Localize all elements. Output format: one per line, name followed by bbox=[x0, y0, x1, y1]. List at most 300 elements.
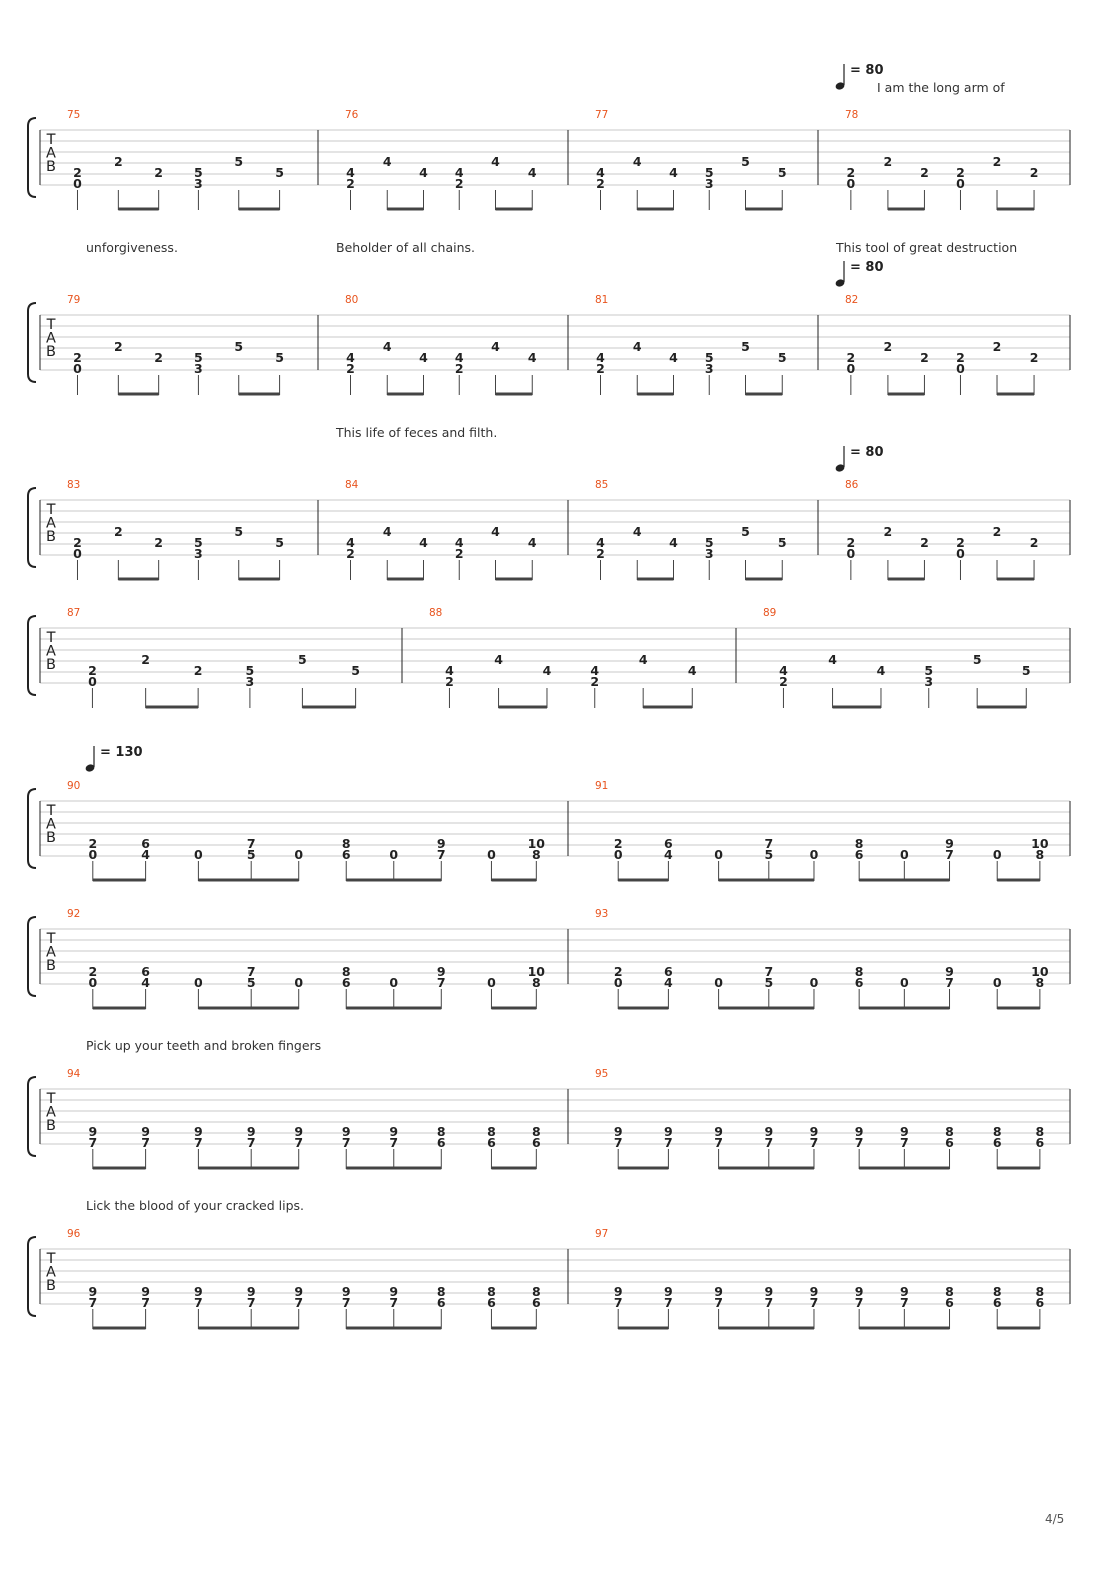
fret-number: 2 bbox=[454, 546, 464, 561]
fret-number: 0 bbox=[194, 975, 203, 990]
fret-number: 2 bbox=[883, 339, 893, 354]
fret-number: 7 bbox=[141, 1135, 150, 1150]
fret-number: 6 bbox=[141, 836, 150, 851]
fret-number: 8 bbox=[531, 847, 541, 862]
measure-number: 75 bbox=[67, 109, 81, 121]
fret-number: 5 bbox=[275, 165, 284, 180]
fret-number: 0 bbox=[613, 847, 623, 862]
fret-number: 2 bbox=[154, 165, 164, 180]
fret-number: 0 bbox=[714, 975, 723, 990]
fret-number: 6 bbox=[487, 1295, 496, 1310]
fret-number: 7 bbox=[854, 1135, 864, 1150]
system-bracket bbox=[28, 1237, 36, 1316]
measure-number: 79 bbox=[67, 294, 81, 306]
measure bbox=[763, 607, 1031, 708]
page-number: 4/5 bbox=[1045, 1512, 1065, 1526]
fret-number: 2 bbox=[779, 674, 788, 689]
fret-number: 2 bbox=[883, 524, 893, 539]
measure bbox=[67, 780, 545, 881]
fret-number: 5 bbox=[704, 165, 714, 180]
fret-number: 7 bbox=[854, 1295, 864, 1310]
fret-number: 7 bbox=[764, 1295, 774, 1310]
fret-number: 6 bbox=[141, 964, 150, 979]
lyric-text: This life of feces and filth. bbox=[336, 425, 498, 440]
fret-number: 8 bbox=[1035, 975, 1045, 990]
tab-clef-letter: T bbox=[46, 803, 56, 819]
fret-number: 2 bbox=[956, 165, 965, 180]
measure bbox=[595, 1228, 1045, 1329]
fret-number: 4 bbox=[382, 339, 392, 354]
fret-number: 5 bbox=[246, 975, 256, 990]
fret-number: 2 bbox=[445, 674, 454, 689]
fret-number: 9 bbox=[246, 1284, 256, 1299]
measure-number: 85 bbox=[595, 479, 609, 491]
system-bracket bbox=[28, 488, 36, 567]
tab-clef-letter: B bbox=[46, 958, 56, 974]
measure-number: 87 bbox=[67, 607, 81, 619]
fret-number: 7 bbox=[294, 1135, 304, 1150]
fret-number: 0 bbox=[846, 176, 856, 191]
fret-number: 8 bbox=[341, 836, 351, 851]
fret-number: 9 bbox=[341, 1284, 351, 1299]
fret-number: 4 bbox=[687, 663, 697, 678]
fret-number: 4 bbox=[779, 663, 788, 678]
fret-number: 9 bbox=[809, 1284, 819, 1299]
staff-system bbox=[28, 908, 1070, 1009]
fret-number: 9 bbox=[88, 1124, 98, 1139]
lyric-text: This tool of great destruction bbox=[836, 240, 1018, 255]
measure-number: 78 bbox=[845, 109, 859, 121]
fret-number: 6 bbox=[992, 1135, 1002, 1150]
measure-number: 76 bbox=[345, 109, 359, 121]
fret-number: 10 bbox=[1031, 964, 1049, 979]
fret-number: 5 bbox=[764, 975, 774, 990]
fret-number: 9 bbox=[141, 1284, 150, 1299]
measure-number: 91 bbox=[595, 780, 609, 792]
tab-clef-letter: B bbox=[46, 657, 56, 673]
fret-number: 4 bbox=[346, 535, 355, 550]
fret-number: 7 bbox=[664, 1135, 673, 1150]
fret-number: 9 bbox=[436, 836, 446, 851]
fret-number: 5 bbox=[194, 350, 203, 365]
tab-clef-letter: B bbox=[46, 344, 56, 360]
fret-number: 5 bbox=[234, 524, 244, 539]
system-bracket bbox=[28, 118, 36, 197]
fret-number: 0 bbox=[88, 674, 97, 689]
measure-number: 84 bbox=[345, 479, 359, 491]
measure-number: 96 bbox=[67, 1228, 81, 1240]
measure-number: 80 bbox=[345, 294, 359, 306]
tab-clef-letter: A bbox=[46, 944, 56, 961]
fret-number: 6 bbox=[945, 1295, 954, 1310]
system-bracket bbox=[28, 789, 36, 868]
fret-number: 2 bbox=[596, 546, 605, 561]
fret-number: 5 bbox=[1021, 663, 1031, 678]
fret-number: 5 bbox=[194, 535, 203, 550]
fret-number: 8 bbox=[487, 1124, 496, 1139]
fret-number: 2 bbox=[846, 165, 856, 180]
tempo-marking bbox=[835, 445, 884, 473]
fret-number: 2 bbox=[613, 836, 623, 851]
fret-number: 0 bbox=[73, 361, 82, 376]
measure-number: 86 bbox=[845, 479, 859, 491]
fret-number: 2 bbox=[920, 165, 929, 180]
fret-number: 9 bbox=[809, 1124, 819, 1139]
measure bbox=[67, 908, 545, 1009]
fret-number: 9 bbox=[664, 1124, 673, 1139]
fret-number: 2 bbox=[113, 154, 123, 169]
fret-number: 5 bbox=[704, 350, 714, 365]
tab-clef-letter: T bbox=[46, 630, 56, 646]
fret-number: 2 bbox=[846, 535, 856, 550]
fret-number: 2 bbox=[1029, 165, 1039, 180]
staff-system bbox=[28, 607, 1070, 708]
measure bbox=[595, 109, 787, 210]
fret-number: 6 bbox=[487, 1135, 496, 1150]
fret-number: 7 bbox=[809, 1135, 819, 1150]
fret-number: 6 bbox=[664, 964, 673, 979]
tab-clef-letter: T bbox=[46, 317, 56, 333]
fret-number: 3 bbox=[245, 674, 255, 689]
fret-number: 5 bbox=[298, 652, 307, 667]
staff-system bbox=[28, 1038, 1070, 1169]
fret-number: 5 bbox=[741, 339, 750, 354]
fret-number: 7 bbox=[436, 975, 446, 990]
lyric-text: Lick the blood of your cracked lips. bbox=[86, 1198, 305, 1213]
fret-number: 2 bbox=[113, 524, 123, 539]
fret-number: 2 bbox=[613, 964, 623, 979]
fret-number: 9 bbox=[141, 1124, 150, 1139]
tab-clef-letter: A bbox=[46, 145, 56, 162]
fret-number: 8 bbox=[854, 964, 864, 979]
fret-number: 9 bbox=[945, 836, 954, 851]
fret-number: 2 bbox=[590, 674, 600, 689]
fret-number: 8 bbox=[531, 1124, 541, 1139]
measure-number: 95 bbox=[595, 1068, 609, 1080]
fret-number: 7 bbox=[809, 1295, 819, 1310]
fret-number: 8 bbox=[487, 1284, 496, 1299]
measure-number: 82 bbox=[845, 294, 859, 306]
fret-number: 4 bbox=[419, 535, 428, 550]
fret-number: 4 bbox=[632, 154, 642, 169]
measure bbox=[595, 479, 787, 580]
fret-number: 7 bbox=[341, 1295, 351, 1310]
fret-number: 4 bbox=[454, 350, 464, 365]
fret-number: 2 bbox=[992, 339, 1002, 354]
fret-number: 9 bbox=[899, 1124, 909, 1139]
fret-number: 5 bbox=[924, 663, 934, 678]
fret-number: 9 bbox=[764, 1124, 774, 1139]
fret-number: 3 bbox=[704, 546, 714, 561]
fret-number: 9 bbox=[389, 1124, 399, 1139]
fret-number: 9 bbox=[246, 1124, 256, 1139]
tab-clef-letter: B bbox=[46, 159, 56, 175]
fret-number: 2 bbox=[596, 361, 605, 376]
measure bbox=[595, 1068, 1045, 1169]
fret-number: 4 bbox=[590, 663, 600, 678]
fret-number: 4 bbox=[596, 165, 605, 180]
fret-number: 4 bbox=[141, 975, 150, 990]
measure bbox=[595, 780, 1049, 881]
measure bbox=[67, 1038, 541, 1169]
fret-number: 7 bbox=[341, 1135, 351, 1150]
fret-number: 5 bbox=[245, 663, 255, 678]
fret-number: 4 bbox=[664, 847, 673, 862]
fret-number: 7 bbox=[714, 1135, 723, 1150]
staff-system bbox=[28, 1198, 1070, 1329]
measure bbox=[336, 240, 537, 395]
fret-number: 4 bbox=[346, 165, 355, 180]
fret-number: 7 bbox=[194, 1295, 203, 1310]
fret-number: 9 bbox=[88, 1284, 98, 1299]
fret-number: 8 bbox=[945, 1284, 954, 1299]
fret-number: 2 bbox=[73, 165, 82, 180]
fret-number: 3 bbox=[924, 674, 934, 689]
fret-number: 2 bbox=[992, 154, 1002, 169]
fret-number: 0 bbox=[73, 176, 82, 191]
tab-clef-letter: A bbox=[46, 643, 56, 660]
fret-number: 7 bbox=[246, 1295, 256, 1310]
fret-number: 6 bbox=[436, 1135, 446, 1150]
measure-number: 77 bbox=[595, 109, 609, 121]
fret-number: 0 bbox=[809, 975, 819, 990]
fret-number: 7 bbox=[764, 964, 774, 979]
fret-number: 8 bbox=[992, 1284, 1002, 1299]
fret-number: 2 bbox=[346, 546, 355, 561]
fret-number: 7 bbox=[88, 1295, 98, 1310]
fret-number: 4 bbox=[382, 154, 392, 169]
fret-number: 4 bbox=[494, 652, 503, 667]
measure bbox=[67, 1198, 541, 1329]
fret-number: 9 bbox=[389, 1284, 399, 1299]
fret-number: 8 bbox=[854, 836, 864, 851]
fret-number: 2 bbox=[454, 361, 464, 376]
measure bbox=[67, 607, 360, 708]
fret-number: 2 bbox=[154, 350, 164, 365]
fret-number: 2 bbox=[88, 964, 98, 979]
tab-clef-letter: T bbox=[46, 502, 56, 518]
fret-number: 5 bbox=[234, 154, 244, 169]
lyric-text: unforgiveness. bbox=[86, 240, 178, 255]
fret-number: 9 bbox=[899, 1284, 909, 1299]
measure-number: 94 bbox=[67, 1068, 81, 1080]
tab-clef-letter: A bbox=[46, 515, 56, 532]
fret-number: 5 bbox=[275, 350, 284, 365]
fret-number: 7 bbox=[945, 847, 954, 862]
fret-number: 8 bbox=[531, 1284, 541, 1299]
fret-number: 7 bbox=[613, 1135, 623, 1150]
fret-number: 4 bbox=[382, 524, 392, 539]
fret-number: 0 bbox=[88, 975, 98, 990]
fret-number: 10 bbox=[527, 964, 546, 979]
tempo-value: = 80 bbox=[850, 63, 884, 78]
fret-number: 5 bbox=[972, 652, 982, 667]
fret-number: 7 bbox=[389, 1295, 399, 1310]
tempo-value: = 80 bbox=[850, 445, 884, 460]
fret-number: 7 bbox=[389, 1135, 399, 1150]
fret-number: 4 bbox=[542, 663, 552, 678]
fret-number: 8 bbox=[341, 964, 351, 979]
fret-number: 6 bbox=[664, 836, 673, 851]
fret-number: 0 bbox=[88, 847, 98, 862]
fret-number: 2 bbox=[346, 361, 355, 376]
fret-number: 2 bbox=[596, 176, 605, 191]
fret-number: 9 bbox=[945, 964, 954, 979]
tab-clef-letter: B bbox=[46, 1278, 56, 1294]
fret-number: 7 bbox=[141, 1295, 150, 1310]
fret-number: 4 bbox=[632, 339, 642, 354]
fret-number: 6 bbox=[992, 1295, 1002, 1310]
fret-number: 7 bbox=[613, 1295, 623, 1310]
fret-number: 0 bbox=[899, 975, 909, 990]
fret-number: 5 bbox=[777, 350, 787, 365]
measure-number: 81 bbox=[595, 294, 609, 306]
fret-number: 0 bbox=[992, 847, 1002, 862]
fret-number: 6 bbox=[341, 847, 351, 862]
measure bbox=[429, 607, 697, 708]
fret-number: 2 bbox=[1029, 350, 1039, 365]
fret-number: 6 bbox=[854, 847, 864, 862]
fret-number: 2 bbox=[1029, 535, 1039, 550]
fret-number: 4 bbox=[632, 524, 642, 539]
system-bracket bbox=[28, 303, 36, 382]
fret-number: 9 bbox=[294, 1284, 304, 1299]
fret-number: 6 bbox=[436, 1295, 446, 1310]
fret-number: 4 bbox=[454, 165, 464, 180]
fret-number: 4 bbox=[664, 975, 673, 990]
fret-number: 4 bbox=[669, 350, 678, 365]
measure bbox=[67, 240, 284, 395]
fret-number: 9 bbox=[664, 1284, 673, 1299]
fret-number: 4 bbox=[527, 535, 537, 550]
fret-number: 5 bbox=[194, 165, 203, 180]
fret-number: 9 bbox=[613, 1284, 623, 1299]
fret-number: 6 bbox=[1035, 1295, 1045, 1310]
fret-number: 0 bbox=[194, 847, 203, 862]
fret-number: 10 bbox=[527, 836, 546, 851]
fret-number: 9 bbox=[294, 1124, 304, 1139]
measure-number: 88 bbox=[429, 607, 443, 619]
measure bbox=[595, 908, 1049, 1009]
system-bracket bbox=[28, 1077, 36, 1156]
fret-number: 3 bbox=[194, 176, 203, 191]
fret-number: 5 bbox=[275, 535, 284, 550]
fret-number: 2 bbox=[193, 663, 203, 678]
fret-number: 7 bbox=[764, 836, 774, 851]
fret-number: 8 bbox=[436, 1124, 446, 1139]
fret-number: 9 bbox=[854, 1124, 864, 1139]
fret-number: 6 bbox=[1035, 1135, 1045, 1150]
fret-number: 3 bbox=[704, 361, 714, 376]
fret-number: 5 bbox=[777, 165, 787, 180]
fret-number: 5 bbox=[741, 154, 750, 169]
measure bbox=[335, 425, 537, 580]
fret-number: 4 bbox=[445, 663, 454, 678]
fret-number: 6 bbox=[531, 1135, 541, 1150]
fret-number: 5 bbox=[704, 535, 714, 550]
fret-number: 2 bbox=[956, 350, 965, 365]
fret-number: 2 bbox=[846, 350, 856, 365]
fret-number: 8 bbox=[1035, 1284, 1045, 1299]
fret-number: 7 bbox=[764, 1135, 774, 1150]
tab-clef-letter: T bbox=[46, 1251, 56, 1267]
fret-number: 4 bbox=[419, 165, 428, 180]
fret-number: 4 bbox=[346, 350, 355, 365]
fret-number: 2 bbox=[88, 836, 98, 851]
fret-number: 0 bbox=[809, 847, 819, 862]
measure-number: 90 bbox=[67, 780, 81, 792]
fret-number: 7 bbox=[945, 975, 954, 990]
staff-system bbox=[28, 240, 1070, 395]
fret-number: 2 bbox=[454, 176, 464, 191]
fret-number: 0 bbox=[487, 847, 496, 862]
fret-number: 2 bbox=[346, 176, 355, 191]
tab-clef-letter: A bbox=[46, 1264, 56, 1281]
tab-clef-letter: T bbox=[46, 931, 56, 947]
fret-number: 2 bbox=[154, 535, 164, 550]
fret-number: 3 bbox=[194, 361, 203, 376]
fret-number: 8 bbox=[1035, 847, 1045, 862]
fret-number: 7 bbox=[899, 1295, 909, 1310]
lyric-text: Beholder of all chains. bbox=[336, 240, 475, 255]
fret-number: 2 bbox=[992, 524, 1002, 539]
lyric-text: Pick up your teeth and broken fingers bbox=[86, 1038, 322, 1053]
tempo-value: = 80 bbox=[850, 260, 884, 275]
fret-number: 7 bbox=[194, 1135, 203, 1150]
fret-number: 3 bbox=[704, 176, 714, 191]
fret-number: 7 bbox=[88, 1135, 98, 1150]
fret-number: 9 bbox=[194, 1284, 203, 1299]
fret-number: 9 bbox=[436, 964, 446, 979]
tab-clef-letter: A bbox=[46, 1104, 56, 1121]
fret-number: 4 bbox=[527, 350, 537, 365]
fret-number: 8 bbox=[992, 1124, 1002, 1139]
fret-number: 9 bbox=[613, 1124, 623, 1139]
tab-clef-letter: T bbox=[46, 1091, 56, 1107]
fret-number: 2 bbox=[141, 652, 151, 667]
measure bbox=[845, 479, 1038, 580]
lyric-text: I am the long arm of bbox=[877, 80, 1005, 95]
staff-system bbox=[28, 425, 1070, 580]
staff-system bbox=[28, 745, 1070, 881]
fret-number: 7 bbox=[246, 836, 256, 851]
fret-number: 6 bbox=[341, 975, 351, 990]
fret-number: 0 bbox=[73, 546, 82, 561]
fret-number: 6 bbox=[945, 1135, 954, 1150]
fret-number: 8 bbox=[945, 1124, 954, 1139]
fret-number: 2 bbox=[920, 535, 929, 550]
fret-number: 0 bbox=[992, 975, 1002, 990]
tab-clef-letter: A bbox=[46, 816, 56, 833]
fret-number: 0 bbox=[899, 847, 909, 862]
fret-number: 9 bbox=[764, 1284, 774, 1299]
fret-number: 7 bbox=[899, 1135, 909, 1150]
fret-number: 2 bbox=[73, 350, 82, 365]
fret-number: 0 bbox=[846, 361, 856, 376]
fret-number: 9 bbox=[341, 1124, 351, 1139]
fret-number: 7 bbox=[246, 964, 256, 979]
measure-number: 97 bbox=[595, 1228, 609, 1240]
fret-number: 0 bbox=[389, 847, 399, 862]
measure bbox=[595, 294, 787, 395]
fret-number: 5 bbox=[234, 339, 244, 354]
fret-number: 0 bbox=[956, 546, 965, 561]
fret-number: 0 bbox=[846, 546, 856, 561]
fret-number: 4 bbox=[638, 652, 648, 667]
measure bbox=[345, 109, 537, 210]
tab-clef-letter: T bbox=[46, 132, 56, 148]
fret-number: 0 bbox=[613, 975, 623, 990]
